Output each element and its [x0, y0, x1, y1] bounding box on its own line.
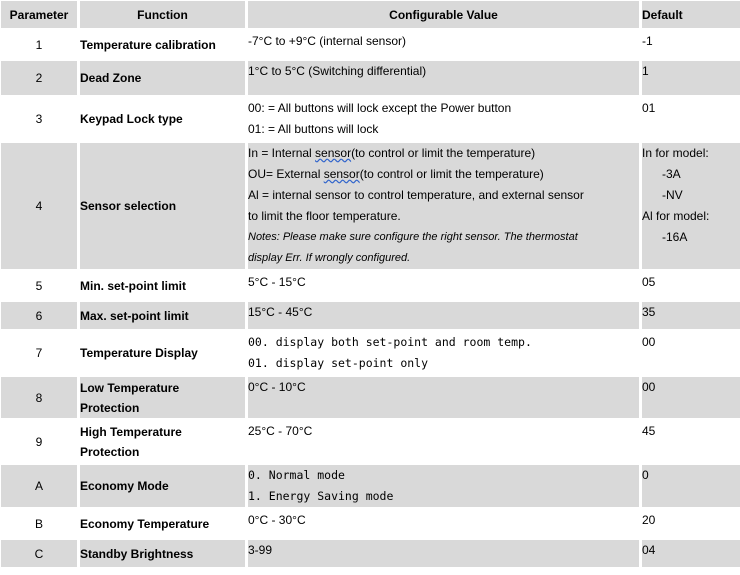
default-line: -NV [662, 188, 683, 202]
default-line: Al for model: [642, 209, 710, 223]
value-line: -7°C to +9°C (internal sensor) [248, 34, 406, 48]
function-cell: Dead Zone [80, 61, 245, 95]
table-row [1, 377, 740, 418]
table-row [1, 31, 740, 58]
value-cell [248, 377, 639, 418]
value-cell [248, 540, 639, 567]
value-line [248, 143, 639, 164]
default-line: 01 [642, 101, 656, 115]
param-cell: 1 [1, 31, 77, 58]
function-cell: Max. set-point limit [80, 302, 245, 329]
table-row [1, 421, 740, 462]
default-line: -3A [662, 167, 681, 181]
underlined-word: sensor [315, 146, 352, 160]
param-cell: 6 [1, 302, 77, 329]
value-text: (to control or limit the temperature) [351, 146, 536, 160]
value-line: 00: = All buttons will lock except the Power button [248, 101, 512, 115]
function-cell: Temperature calibration [80, 31, 245, 58]
function-cell: Keypad Lock type [80, 98, 245, 140]
table-row [1, 61, 740, 95]
table-row [1, 510, 740, 537]
param-cell: 7 [1, 332, 77, 374]
function-cell [80, 377, 245, 418]
value-text: (to control or limit the temperature) [359, 167, 544, 181]
param-cell: 4 [1, 143, 77, 269]
default-line: 1 [642, 64, 649, 78]
value-cell [248, 31, 639, 58]
default-line: 35 [642, 305, 656, 319]
value-line: 1°C to 5°C (Switching differential) [248, 64, 427, 78]
param-cell: 8 [1, 377, 77, 418]
default-line: 00 [642, 380, 656, 394]
default-line: In for model: [642, 146, 709, 160]
default-cell [642, 421, 740, 462]
default-cell [642, 540, 740, 567]
default-cell [642, 31, 740, 58]
param-cell: C [1, 540, 77, 567]
default-line: 00 [642, 335, 656, 349]
default-cell [642, 61, 740, 95]
table-row [1, 332, 740, 374]
value-line [248, 164, 639, 185]
param-cell: A [1, 465, 77, 507]
function-cell: Economy Mode [80, 465, 245, 507]
value-line: 0°C - 10°C [248, 380, 306, 394]
value-cell [248, 143, 639, 269]
default-line: 0 [642, 468, 649, 482]
value-cell [248, 510, 639, 537]
value-line: Al = internal sensor to control temperature, and external sensor [248, 188, 584, 202]
value-line: 01: = All buttons will lock [248, 122, 379, 136]
default-cell [642, 465, 740, 507]
value-line: 25°C - 70°C [248, 424, 313, 438]
function-cell: Sensor selection [80, 143, 245, 269]
table-row [1, 272, 740, 299]
table-row [1, 540, 740, 567]
value-line: to limit the floor temperature. [248, 209, 401, 223]
function-line: High Temperature [80, 424, 182, 439]
value-line: 00. display both set-point and room temp. [248, 335, 532, 349]
param-cell: 5 [1, 272, 77, 299]
underlined-word: sensor [323, 167, 360, 181]
value-cell [248, 272, 639, 299]
function-line: Low Temperature [80, 380, 180, 395]
value-line: 3-99 [248, 543, 273, 557]
param-cell: 9 [1, 421, 77, 462]
default-line: 04 [642, 543, 656, 557]
default-line: 05 [642, 275, 656, 289]
value-line: 5°C - 15°C [248, 275, 306, 289]
param-cell: B [1, 510, 77, 537]
default-cell [642, 143, 740, 269]
value-cell [248, 421, 639, 462]
default-line: -16A [662, 230, 688, 244]
value-cell [248, 465, 639, 507]
value-cell [248, 98, 639, 140]
value-line: 15°C - 45°C [248, 305, 313, 319]
function-line: Protection [80, 400, 140, 415]
default-cell [642, 332, 740, 374]
table-row [1, 465, 740, 507]
header-default: Default [642, 1, 740, 28]
value-line: 01. display set-point only [248, 356, 429, 370]
header-configurable-value: Configurable Value [248, 1, 639, 28]
default-line: 20 [642, 513, 656, 527]
default-cell [642, 377, 740, 418]
param-cell: 2 [1, 61, 77, 95]
function-cell: Standby Brightness [80, 540, 245, 567]
default-line: -1 [642, 34, 653, 48]
default-line: 45 [642, 424, 656, 438]
table-row [1, 98, 740, 140]
table-row [1, 302, 740, 329]
default-cell [642, 272, 740, 299]
note-line: Notes: Please make sure configure the right sensor. The thermostat [248, 231, 578, 243]
header-parameter: Parameter [1, 1, 77, 28]
value-cell [248, 61, 639, 95]
value-line: 0. Normal mode [248, 468, 345, 482]
value-cell [248, 302, 639, 329]
value-line: 1. Energy Saving mode [248, 489, 394, 503]
default-cell [642, 98, 740, 140]
function-cell [80, 421, 245, 462]
note-line: display Err. If wrongly configured. [248, 252, 411, 264]
function-cell: Temperature Display [80, 332, 245, 374]
default-cell [642, 510, 740, 537]
function-cell: Economy Temperature [80, 510, 245, 537]
value-cell [248, 332, 639, 374]
header-function: Function [80, 1, 245, 28]
function-line: Protection [80, 444, 140, 459]
value-text: In = Internal [248, 146, 316, 160]
function-cell: Min. set-point limit [80, 272, 245, 299]
table-row [1, 143, 740, 269]
default-cell [642, 302, 740, 329]
value-text: OU= External [248, 167, 324, 181]
value-line: 0°C - 30°C [248, 513, 306, 527]
param-cell: 3 [1, 98, 77, 140]
